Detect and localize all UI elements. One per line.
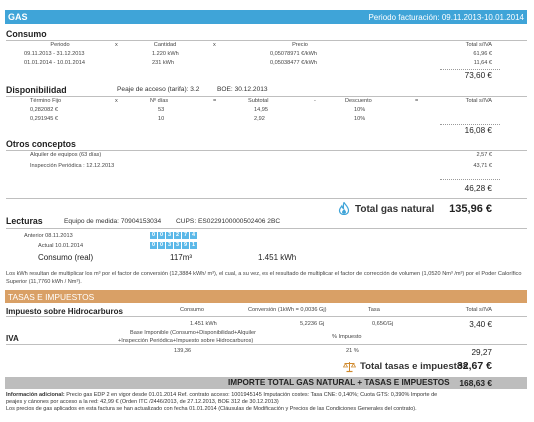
hidro-col-tasa: Tasa (368, 307, 380, 313)
reading-digit: 3 (175, 242, 180, 248)
reading-digit: 0 (151, 232, 156, 238)
tasas-title: TASAS E IMPUESTOS (8, 292, 95, 302)
cups: CUPS: ES0229100000502406 2BC (176, 218, 281, 225)
info-line-3: Los precios de gas aplicados en esta factura se han actualizado con fecha 01.01.2014 (Cláusulas de Modificación y Precios de las Condiciones Generales del contrato). (6, 406, 417, 413)
consumo-row-precio: 0,05038477 €/kWh (270, 60, 317, 66)
reading-digit: 7 (183, 232, 188, 238)
iva-pct: 21 % (346, 348, 359, 354)
disp-row-subtotal: 14,95 (254, 107, 268, 113)
conversion-note: Los kWh resultan de multiplicar los m³ por el factor de conversión (12,3884 kWh/ m³), el cual, a su vez, es el resultado de multiplicar el factor de corrección de volumen (1,0520 Nm³ /m³) por el Poder Calorífico Superior (11,7760 kWh / Nm³). (6, 271, 522, 285)
total-gas-label: Total gas natural (355, 204, 435, 215)
iva-pct-header: % Impuesto (332, 334, 362, 340)
disp-row-subtotal: 2,92 (254, 116, 265, 122)
otros-item-label: Inspección Periódica : 12.12.2013 (30, 163, 115, 169)
consumo-title: Consumo (6, 29, 47, 39)
reading-digit: 1 (191, 242, 196, 248)
consumo-real-m3: 117m³ (170, 253, 193, 262)
consumo-row-periodo: 01.01.2014 - 10.01.2014 (24, 60, 85, 66)
reading-digit: 3 (167, 242, 172, 248)
disp-row-termino: 0,282082 € (30, 107, 58, 113)
total-tasas-label: Total tasas e impuestos (360, 361, 469, 372)
hidro-conversion: 5,2236 Gj (300, 321, 325, 327)
disp-col-subtotal: Subtotal (248, 98, 269, 104)
iva-base-header-1: Base Imponible (Consumo+Disponibilidad+Alquiler (130, 330, 256, 336)
total-gas-value: 135,96 € (449, 203, 492, 215)
disp-col-descuento: Descuento (345, 98, 372, 104)
otros-rule (6, 150, 527, 151)
total-gas-rule (6, 198, 527, 199)
scale-icon (343, 360, 356, 372)
disp-subtotal-rule (440, 124, 500, 125)
otros-subtotal-rule (440, 179, 500, 180)
disponibilidad-rule (6, 96, 527, 97)
hidro-consumo: 1.451 kWh (190, 321, 217, 327)
consumo-col-cantidad: Cantidad (153, 42, 177, 48)
hidro-col-total: Total s/IVA (465, 307, 492, 313)
iva-base-header-2: +Inspección Periódica+Impuesto sobre Hidrocarburos) (118, 338, 254, 344)
disp-subtotal: 16,08 € (464, 126, 492, 135)
info-line-2: peajes y cánones por acceso a la red: 42,99 € (Orden ITC /2446/2013, de 27.12.2013, BOE 312 de 30.12.2013) (6, 399, 279, 406)
info-bold: Información adicional: (6, 392, 65, 398)
otros-subtotal: 46,28 € (464, 184, 492, 193)
gas-header-title: GAS (8, 12, 28, 22)
consumo-row-precio: 0,05078971 €/kWh (270, 51, 317, 57)
consumo-col-periodo: Periodo (50, 42, 70, 48)
otros-item-value: 2,57 € (476, 152, 492, 158)
lecturas-rule (6, 228, 527, 229)
hidro-col-consumo: Consumo (180, 307, 204, 313)
hidro-total: 3,40 € (469, 320, 492, 329)
consumo-col-x2: x (213, 42, 216, 48)
iva-base: 139,36 (174, 348, 192, 354)
reading-digit: 0 (151, 242, 156, 248)
reading-digit: 0 (159, 242, 164, 248)
info-line-1: Precio gas EDP 2 en vigor desde 01.01.2014 Ref. contrato acceso: 1001945145 Imputación costes: Tasa CNE: 0,140%; Cuota GTS: 0,390% Importe de (64, 392, 438, 398)
consumo-col-total: Total s/IVA (465, 42, 492, 48)
grand-total-value: 168,63 € (459, 378, 492, 388)
otros-item-value: 43,71 € (473, 163, 492, 169)
iva-total: 29,27 (471, 348, 492, 357)
consumo-real-kwh: 1.451 kWh (258, 253, 297, 262)
lectura-actual-digits (150, 242, 197, 249)
consumo-row-periodo: 09.11.2013 - 31.12.2013 (24, 51, 85, 57)
reading-digit: 4 (191, 232, 196, 238)
reading-digit: 0 (159, 232, 164, 238)
disp-row-dias: 10 (158, 116, 165, 122)
iva-rule (6, 344, 527, 345)
consumo-subtotal: 73,60 € (464, 71, 492, 80)
lectura-anterior-digits (150, 232, 197, 239)
consumo-subtotal-rule (440, 69, 500, 70)
disp-row-descuento: 10% (354, 107, 366, 113)
consumo-col-precio: Precio (292, 42, 308, 48)
peaje-acceso: Peaje de acceso (tarifa): 3.2 (117, 86, 200, 93)
hidro-tasa: 0,65€/Gj (372, 321, 394, 327)
consumo-row-total: 11,64 € (473, 60, 492, 66)
disp-col-eq2: = (415, 98, 419, 104)
disp-col-eq1: = (213, 98, 217, 104)
consumo-col-x1: x (115, 42, 118, 48)
consumo-row-total: 61,96 € (473, 51, 492, 57)
otros-item-label: Alquiler de equipos (63 días) (30, 152, 102, 158)
lectura-actual-label: Actual 10.01.2014 (38, 243, 84, 249)
disp-col-dias: Nº días (150, 98, 169, 104)
iva-label: IVA (6, 334, 19, 343)
reading-digit: 9 (183, 242, 188, 248)
disponibilidad-title: Disponibilidad (6, 85, 67, 95)
consumo-real-label: Consumo (real) (38, 253, 94, 262)
disp-col-total: Total s/IVA (465, 98, 492, 104)
info-additional (6, 392, 528, 414)
reading-digit: 2 (175, 232, 180, 238)
billing-period: Periodo facturación: 09.11.2013-10.01.2014 (368, 13, 524, 22)
disp-col-x: x (115, 98, 118, 104)
total-tasas-value: 32,67 € (456, 360, 492, 372)
consumo-rule (6, 40, 527, 41)
disp-row-descuento: 10% (354, 116, 366, 122)
disp-col-minus: - (314, 98, 316, 104)
disponibilidad-boe: BOE: 30.12.2013 (217, 86, 268, 93)
otros-title: Otros conceptos (6, 139, 76, 149)
lectura-anterior-label: Anterior 08.11.2013 (24, 233, 73, 239)
equipo-medida: Equipo de medida: 70904153034 (64, 218, 162, 225)
hidro-rule (6, 316, 527, 317)
reading-digit: 3 (167, 232, 172, 238)
hidro-col-conversion: Conversión (1kWh = 0,0036 Gj) (248, 307, 327, 313)
flame-icon (338, 202, 350, 215)
disp-col-termino: Término Fijo (30, 98, 62, 104)
hidro-label: Impuesto sobre Hidrocarburos (6, 307, 123, 316)
consumo-row-cantidad: 1.220 kWh (152, 51, 179, 57)
disp-row-termino: 0,291945 € (30, 116, 58, 122)
lecturas-title: Lecturas (6, 216, 43, 226)
consumo-row-cantidad: 231 kWh (152, 60, 175, 66)
disp-row-dias: 53 (158, 107, 165, 113)
grand-total-label: IMPORTE TOTAL GAS NATURAL + TASAS E IMPUESTOS (228, 378, 450, 387)
